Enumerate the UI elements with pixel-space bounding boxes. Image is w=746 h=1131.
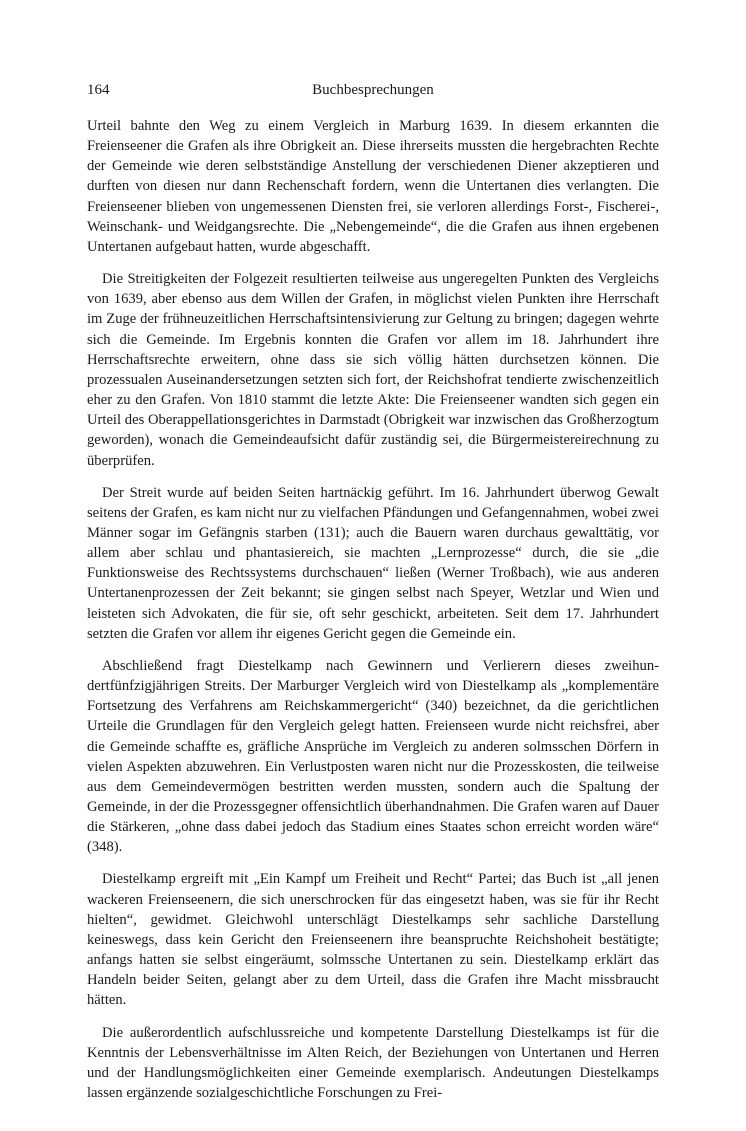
section-title: Buchbesprechungen xyxy=(312,82,434,98)
review-body-text xyxy=(87,116,659,1115)
paragraph-2: Die Streitigkeiten der Folgezeit resultierten teilweise aus ungeregelten Punkten des Vergleichs von 1639, aber ebenso aus dem Willen der Grafen, in möglichst vielen Punkten ihre Herrschaft im Zuge der frühneuzeitlichen Herrschaftsintensivierung zur Geltung zu bringen; dagegen wehrte sich die Gemeinde. Im Ergebnis konnten die Grafen vor allem im 18. Jahrhundert ihre Herrschaftsrechte erweitern, ohne dass sie sich völlig hätten durchsetzen können. Die prozessualen Auseinandersetzungen setzten sich fort, der Reichshofrat tendierte zwischenzeitlich eher zu den Grafen. Von 1810 stammt die letzte Akte: Die Freienseener wandten sich gegen ein Urteil des Oberappellationsgerichtes in Darmstadt (Obrigkeit war inzwischen das Großherzogtum geworden), wonach die Gemeindeaufsicht dafür zuständig sei, die Bürgermeistereirechnung zu überprüfen. xyxy=(87,271,659,469)
paragraph-5: Diestelkamp ergreift mit „Ein Kampf um Freiheit und Recht“ Partei; das Buch ist „all jenen wackeren Freienseenern, die sich unerschrocken für das eingesetzt haben, was sie für ihr Recht hielten“, gewidmet. Gleichwohl unterschlägt Diestelkamps sehr sachliche Darstellung keineswegs, dass kein Gericht den Freienseenern ihre beanspruchte Reichshoheit bestätigte; anfangs hatten sie selbst eingeräumt, solmssche Untertanen zu sein. Diestelkamp erklärt das Handeln beider Seiten, gelangt aber zu dem Urteil, dass die Grafen ihre Macht missbraucht hätten. xyxy=(87,871,659,1009)
paragraph-1: Urteil bahnte den Weg zu einem Vergleich in Marburg 1639. In diesem erkannten die Freienseener die Grafen als ihre Obrigkeit an. Diese ihrerseits mussten die hergebrachten Rechte der Gemeinde wie deren selbstständige Anstellung der verschiedenen Diener akzeptieren und durften von diesen nur dann Rechenschaft fordern, wenn die Untertanen dies verlangten. Die Freienseener blieben von ungemessenen Diensten frei, sie verloren allerdings Forst-, Fischerei-, Weinschank- und Weidgangsrechte. Die „Nebengemeinde“, die die Grafen aus ihnen ergebenen Untertanen aufgebaut hatten, wurde abgeschafft. xyxy=(87,118,659,255)
paragraph-3: Der Streit wurde auf beiden Seiten hartnäckig geführt. Im 16. Jahrhundert überwog Gewalt seitens der Grafen, es kam nicht nur zu vielfachen Pfändungen und Gefangennahmen, wobei zwei Männer sogar im Gefängnis starben (131); auch die Bauern waren durchaus gewalttätig, vor allem aber schlau und phantasiereich, sie machten „Lernprozesse“ durch, die sie „die Funktionsweise des Rechtssystems durchschauen“ ließen (Werner Troßbach), wie aus anderen Untertanenprozessen der Zeit bekannt; sie gingen selbst nach Speyer, Wetzlar und Wien und leisteten sich Advokaten, die für sie, oft sehr geschickt, arbeiteten. Seit dem 17. Jahrhundert setzten die Grafen vor allem ihr eigenes Gericht gegen die Gemeinde ein. xyxy=(87,484,659,642)
paragraph-6: Die außerordentlich aufschlussreiche und kompetente Darstellung Diestelkamps ist für die Kenntnis der Lebensverhältnisse im Alten Reich, der Beziehungen von Untertanen und Herren und der Handlungsmöglichkeiten einer Gemeinde exemplarisch. Andeutungen Diestelkamps lassen ergänzende sozialgeschichtliche Forschungen zu Frei- xyxy=(87,1024,659,1102)
paragraph-4: Abschließend fragt Diestelkamp nach Gewinnern und Verlierern dieses zweihundertfünfzigjährigen Streits. Der Marburger Vergleich wird von Diestelkamp als „komplementäre Fortsetzung des Verfahrens am Reichskammergericht“ (340) bezeichnet, da die gerichtlichen Urteile die Grundlagen für den Vergleich gelegt hatten. Freienseen wurde nicht reichsfrei, aber die Gemeinde schaffte es, gräfliche Ansprüche im Vergleich zu anderen solmsschen Dörfern in vielen Aspekten abzuwehren. Ein Verlustposten waren nicht nur die Prozesskosten, die teilweise aus dem Gemeindevermögen bestritten werden mussten, sondern auch die Spaltung der Gemeinde, in der die Prozessgegner offensichtlich überhandnahmen. Die Grafen waren auf Dauer die Stärkeren, „ohne dass dabei jedoch das Stadium eines Staates schon erreicht worden wäre“ (348). xyxy=(87,657,659,856)
running-head xyxy=(87,82,659,102)
page-number: 164 xyxy=(87,82,110,98)
